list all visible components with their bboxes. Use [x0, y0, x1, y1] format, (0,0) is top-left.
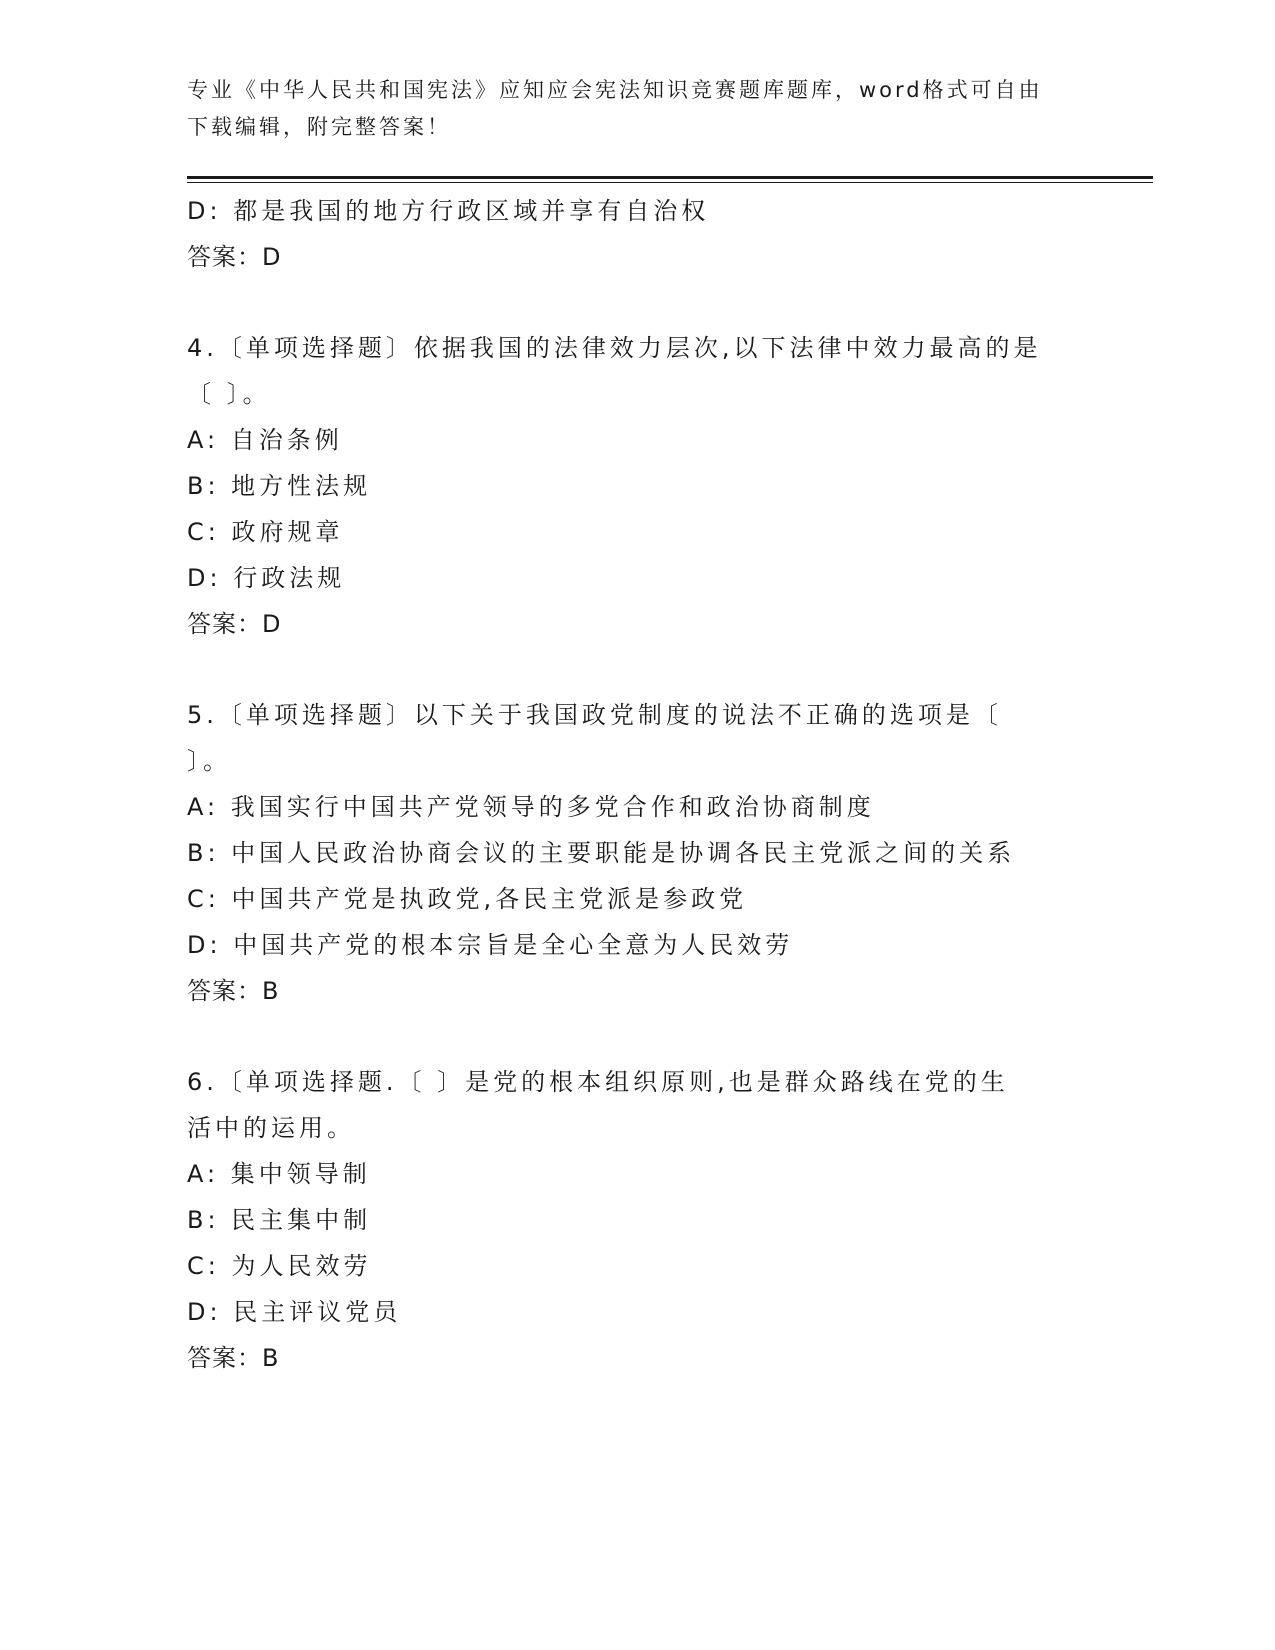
spacer — [187, 1014, 1107, 1059]
question-6 — [187, 1059, 1107, 1381]
header-divider-thin — [187, 182, 1153, 183]
answer: 答案：B — [187, 1344, 280, 1372]
option-a: A: 我国实行中国共产党领导的多党合作和政治协商制度 — [187, 793, 875, 821]
option-c: C: 政府规章 — [187, 518, 344, 546]
option-d: D: 中国共产党的根本宗旨是全心全意为人民效劳 — [187, 931, 794, 959]
option-a: A: 自治条例 — [187, 426, 343, 454]
answer: 答案：B — [187, 977, 280, 1005]
header-line-2: 下载编辑，附完整答案！ — [187, 115, 451, 139]
option-d: D: 民主评议党员 — [187, 1298, 402, 1326]
option-b: B: 地方性法规 — [187, 472, 372, 500]
question-stem-continued: 〕。 — [187, 747, 231, 775]
question-stem: 5.〔单项选择题〕以下关于我国政党制度的说法不正确的选项是〔 — [187, 701, 1002, 729]
option-a: A: 集中领导制 — [187, 1160, 371, 1188]
option-d: D: 都是我国的地方行政区域并享有自治权 — [187, 197, 710, 225]
question-stem-continued: 〔 〕。 — [187, 380, 271, 408]
header-divider-thick — [187, 176, 1153, 179]
answer: 答案：D — [187, 610, 282, 638]
option-b: B: 中国人民政治协商会议的主要职能是协调各民主党派之间的关系 — [187, 839, 1016, 867]
option-d: D: 行政法规 — [187, 564, 346, 592]
option-c: C: 为人民效劳 — [187, 1252, 372, 1280]
answer: 答案：D — [187, 243, 282, 271]
question-stem: 4.〔单项选择题〕依据我国的法律效力层次,以下法律中效力最高的是 — [187, 334, 1042, 362]
header-line-1: 专业《中华人民共和国宪法》应知应会宪法知识竞赛题库题库，word格式可自由 — [187, 78, 1043, 102]
spacer — [187, 647, 1107, 692]
question-3-tail — [187, 188, 1107, 280]
option-c: C: 中国共产党是执政党,各民主党派是参政党 — [187, 885, 748, 913]
question-5 — [187, 692, 1107, 1014]
option-b: B: 民主集中制 — [187, 1206, 372, 1234]
question-stem-continued: 活中的运用。 — [187, 1114, 355, 1142]
question-list — [187, 188, 1107, 1381]
document-header — [187, 72, 1087, 146]
question-stem: 6.〔单项选择题.〔 〕是党的根本组织原则,也是群众路线在党的生 — [187, 1068, 1009, 1096]
question-4 — [187, 325, 1107, 647]
spacer — [187, 280, 1107, 325]
